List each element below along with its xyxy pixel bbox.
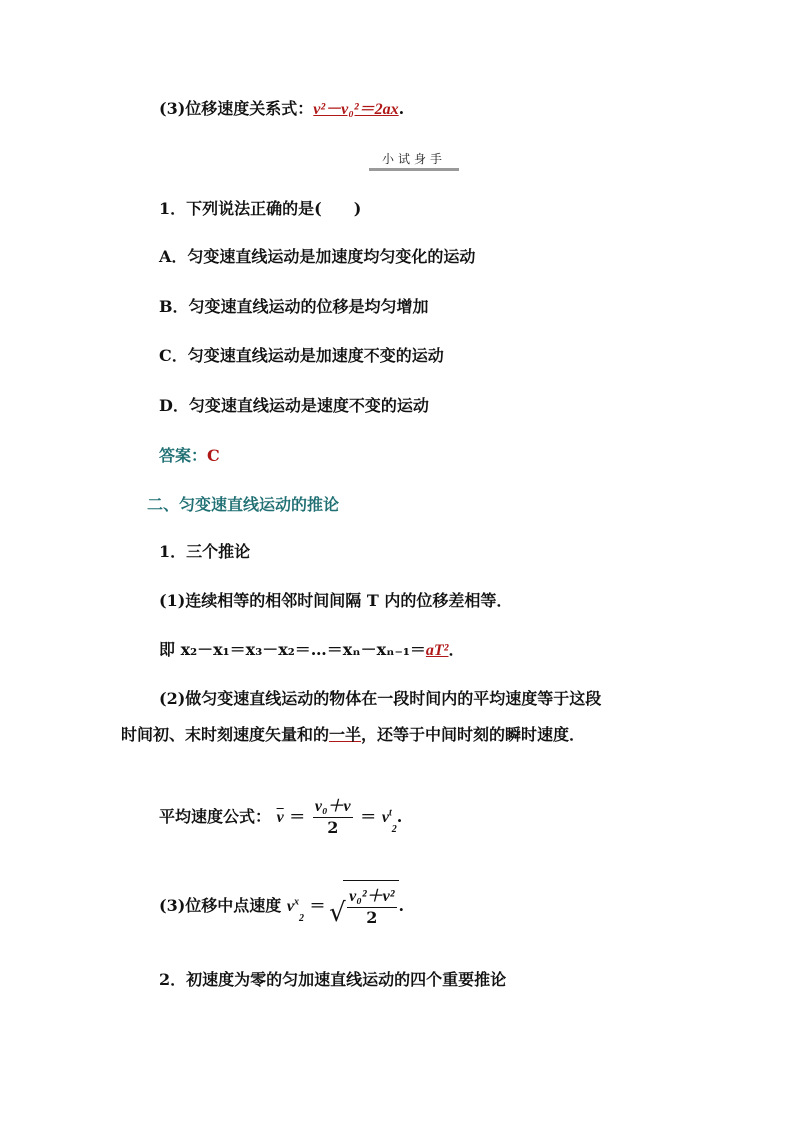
midpoint-label: (3)位移中点速度 (159, 896, 282, 915)
inference-1-formula-end: ． (448, 640, 465, 659)
sqrt-symbol (343, 880, 398, 933)
v-bar-symbol: $\overline{v}$ (276, 809, 284, 826)
practice-badge: 小试身手 (381, 152, 446, 166)
item3-label: (3)位移速度关系式： (159, 99, 314, 118)
badge-underline (369, 168, 459, 171)
option-c: C．匀变速直线运动是加速度不变的运动 (159, 346, 444, 365)
inference-2-line1: (2)做匀变速直线运动的物体在一段时间内的平均速度等于这段 (159, 689, 602, 708)
equals-sign-3: ＝ (309, 896, 326, 915)
subsection-2-title: 2．初速度为零的匀加速直线运动的四个重要推论 (159, 970, 507, 989)
v-half-t-symbol: $v^t_2$ (381, 807, 397, 835)
option-d: D．匀变速直线运动是速度不变的运动 (159, 396, 429, 415)
inference-2-text-b: ，还等于中间时刻的瞬时速度． (361, 725, 586, 744)
question-stem: 1．下列说法正确的是( ) (159, 199, 362, 218)
midpoint-numerator: √ v₀²＋v² (347, 887, 396, 908)
item3-formula: v²－v₀²＝2ax (313, 101, 399, 118)
option-a: A．匀变速直线运动是加速度均匀变化的运动 (159, 247, 476, 266)
inference-2-half: 一半 (329, 725, 362, 744)
midpoint-denominator: 2 (366, 908, 378, 927)
avg-denominator: 2 (327, 818, 339, 837)
v-half-x-symbol: $v^x_2$ (286, 896, 304, 924)
avg-velocity-formula: 平均速度公式： $\overline{v}$ ＝ $\frac{\text{v₀＋v}}{2}$ ＝ $v^t_2$. (159, 798, 403, 837)
equals-sign-2: ＝ (360, 807, 377, 826)
avg-velocity-label: 平均速度公式： (159, 807, 272, 826)
item3-line (159, 98, 404, 121)
equals-sign-1: ＝ (289, 807, 306, 826)
section-title: 二、匀变速直线运动的推论 (147, 495, 340, 514)
answer-line (159, 445, 220, 467)
inference-1-formula-answer: aT² (425, 642, 449, 659)
inference-2-line2 (121, 724, 585, 746)
answer-label: 答案： (159, 446, 208, 465)
answer-value: C (207, 446, 220, 465)
midpoint-velocity-formula: (3)位移中点速度 $v^x_2$ ＝ √ $\frac{\text{v₀²＋v²}}{2}$ . (159, 880, 404, 945)
subsection-1-title: 1．三个推论 (159, 542, 251, 561)
option-b: B．匀变速直线运动的位移是均匀增加 (159, 297, 429, 316)
inference-1-formula (159, 639, 465, 662)
midpoint-fraction (347, 887, 396, 928)
inference-1: (1)连续相等的相邻时间间隔 T 内的位移差相等． (159, 591, 513, 610)
inference-2-text-a: 时间初、末时刻速度矢量和的 (121, 725, 330, 744)
avg-numerator: v₀＋v (313, 797, 353, 818)
inference-1-formula-prefix: 即 x₂－x₁＝x₃－x₂＝…＝xₙ－xₙ₋₁＝ (159, 640, 426, 659)
avg-fraction (313, 797, 353, 838)
item3-end: . (398, 99, 405, 118)
